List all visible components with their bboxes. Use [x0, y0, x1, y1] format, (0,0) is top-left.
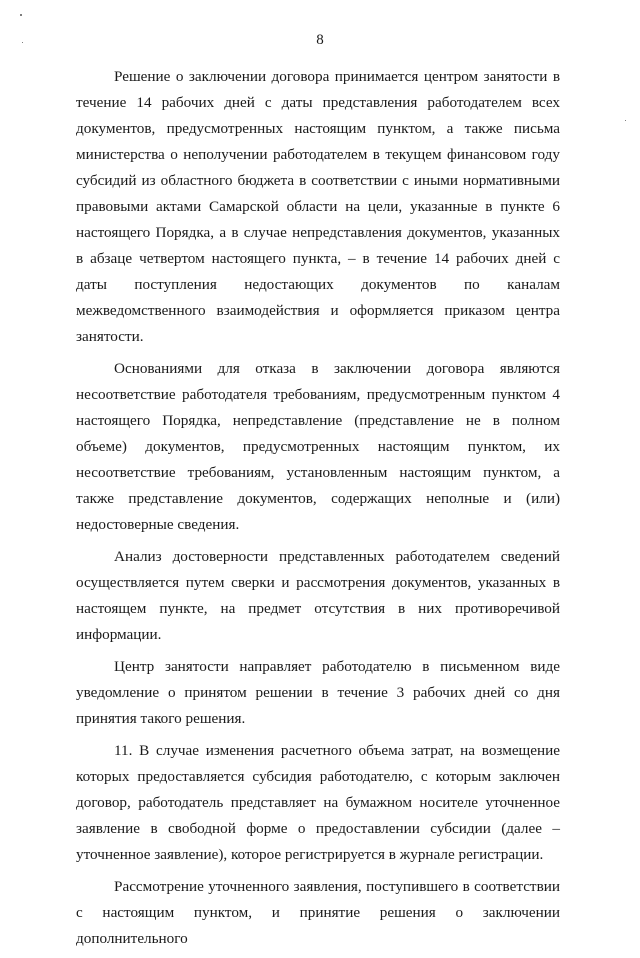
document-body [76, 64, 560, 958]
scan-speck [20, 14, 22, 16]
paragraph-reliability-analysis: Анализ достоверности представленных работодателем сведений осуществляется путем сверки и рассмотрения документов, указанных в настоящем пункте, на предмет отсутствия в них противоречивой информации. [76, 548, 560, 643]
paragraph-contract-decision: Решение о заключении договора принимается центром занятости в течение 14 рабочих дней с даты представления работодателем всех документов, предусмотренных настоящим пунктом, а также письма министерства о неполучении работодателем в текущем финансовом году субсидий из областного бюджета в соответствии с иными нормативными правовыми актами Самарской области на цели, указанные в пункте 6 настоящего Порядка, а в случае непредставления документов, указанных в абзаце четвертом настоящего пункта, – в течение 14 рабочих дней с даты поступления недостающих документов по каналам межведомственного взаимодействия и оформляется приказом центра занятости. [76, 68, 560, 345]
paragraph-revised-application: Рассмотрение уточненного заявления, поступившего в соответствии с настоящим пунктом, и принятие решения о заключении дополнительного [76, 878, 560, 947]
paragraph-refusal-grounds: Основаниями для отказа в заключении договора являются несоответствие работодателя требованиям, предусмотренным пунктом 4 настоящего Порядка, непредставление (представление не в полном объеме) документов, предусмотренных настоящим пунктом, их несоответствие требованиям, установленным настоящим пунктом, а также представление документов, содержащих неполные и (или) недостоверные сведения. [76, 360, 560, 533]
paragraph-notification: Центр занятости направляет работодателю в письменном виде уведомление о принятом решении в течение 3 рабочих дней со дня принятия такого решения. [76, 658, 560, 727]
paragraph-clause-11: 11. В случае изменения расчетного объема затрат, на возмещение которых предоставляется субсидия работодателю, с которым заключен договор, работодатель представляет на бумажном носителе уточненное заявление в свободной форме о предоставлении субсидии (далее – уточненное заявление), которое регистрируется в журнале регистрации. [76, 742, 560, 863]
page-number: 8 [316, 32, 324, 48]
scan-speck [625, 120, 626, 121]
